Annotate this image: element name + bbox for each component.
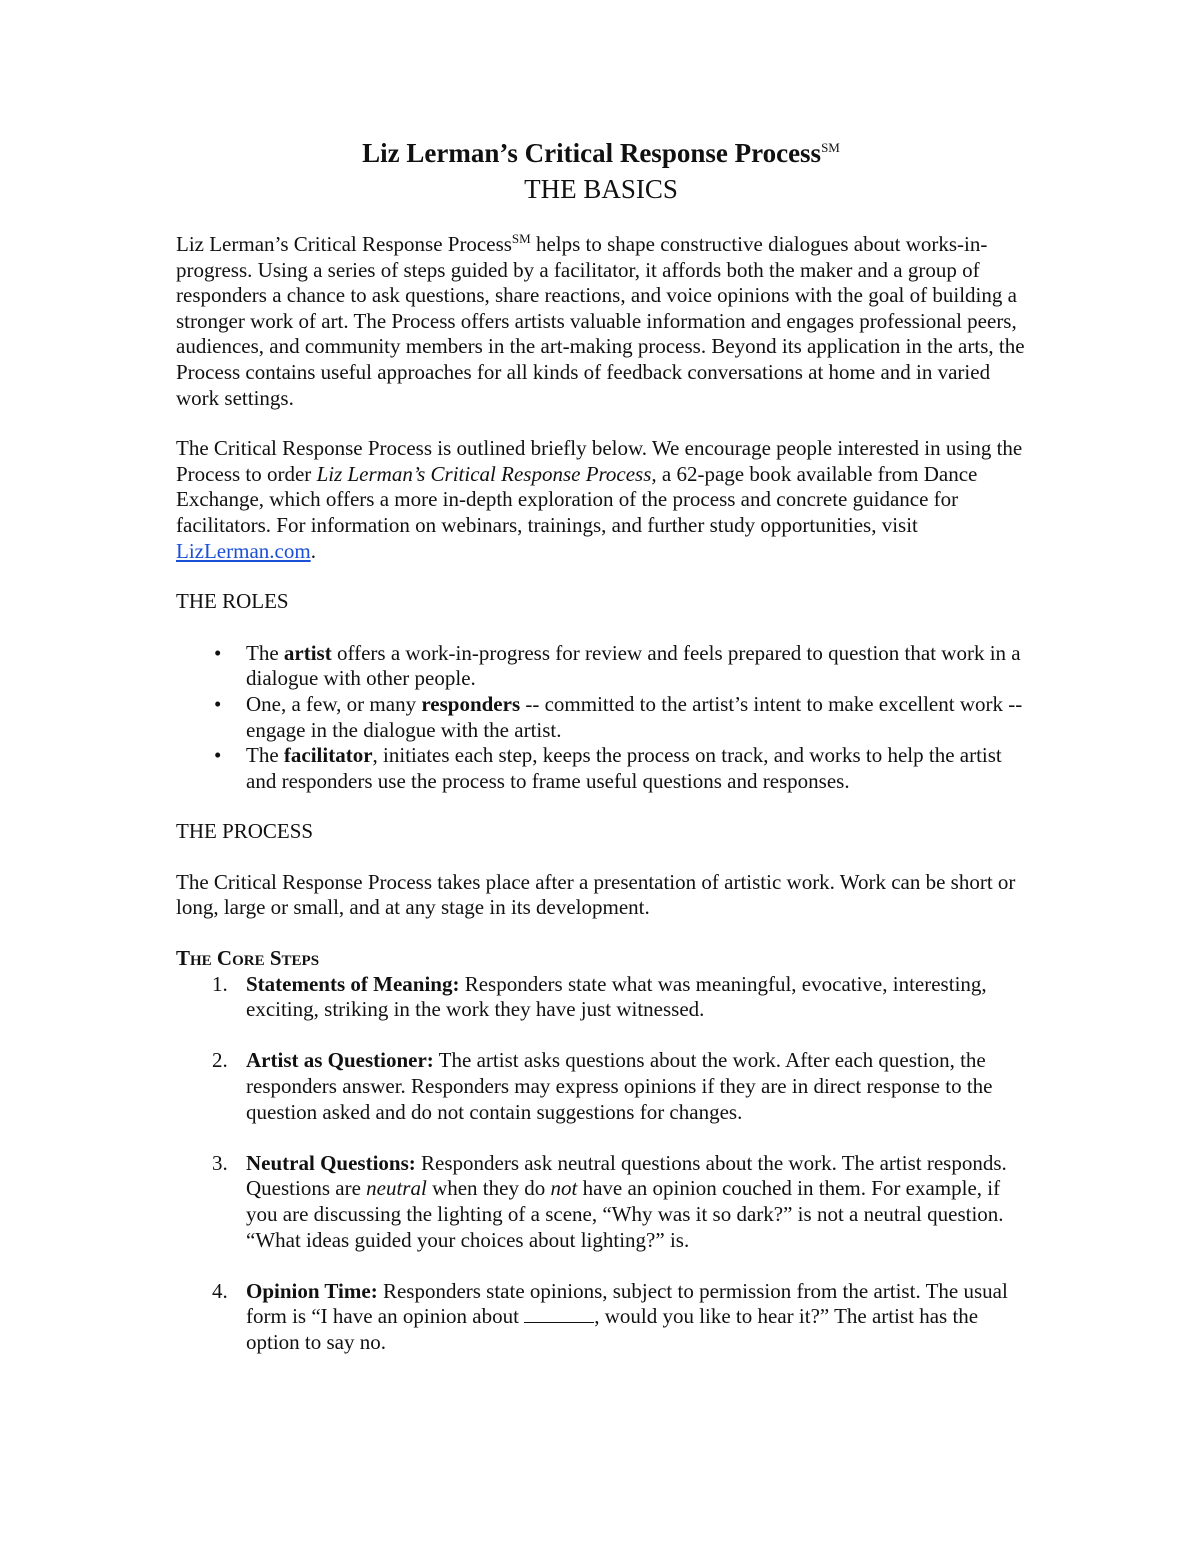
- intro-paragraph: [176, 232, 1026, 411]
- outline-paragraph: [176, 436, 1026, 564]
- emphasis: neutral: [366, 1176, 427, 1201]
- list-item: 4. Opinion Time: Responders state opinions, subject to permission from the artist. The usual form is “I have an opinion about , would you like to hear it?” The artist has the option to say no.: [212, 1278, 1008, 1354]
- role-name: facilitator: [283, 743, 373, 768]
- document-title: [176, 130, 1026, 171]
- emphasis: not: [550, 1176, 578, 1201]
- fill-in-blank: [524, 1304, 594, 1323]
- document-title-text: Liz Lerman’s Critical Response Process: [362, 138, 822, 168]
- step-number: 3.: [212, 1150, 228, 1175]
- list-item: • The artist offers a work-in-progress for review and feels prepared to question that work in a dialogue with other people.: [214, 640, 1021, 691]
- document-page: [176, 130, 1026, 1356]
- outline-after: a 62-page book available from Dance Exchange, which offers a more in-depth exploration of the process and concrete guidance for facilitators. For information on webinars, trainings, and further study opportunities, visit: [176, 461, 978, 537]
- step-label: Opinion Time:: [246, 1278, 378, 1303]
- bullet-icon: •: [214, 691, 222, 716]
- list-item: • The facilitator, initiates each step, keeps the process on track, and works to help the artist and responders use the process to frame useful questions and responses.: [214, 743, 1002, 793]
- process-paragraph: The Critical Response Process takes place after a presentation of artistic work. Work can be short or long, large or small, and at any stage in its development.: [176, 869, 1016, 920]
- bullet-icon: •: [214, 743, 222, 768]
- intro-lead: Liz Lerman’s Critical Response Process: [176, 232, 512, 256]
- core-steps-list: [176, 972, 1026, 1356]
- list-item: 1. Statements of Meaning: Responders state what was meaningful, evocative, interesting, exciting, striking in the work they have just witnessed.: [212, 971, 987, 1022]
- service-mark: SM: [821, 140, 840, 155]
- step-label: Neutral Questions:: [246, 1150, 416, 1175]
- lizlerman-link[interactable]: LizLerman.com: [176, 538, 311, 563]
- outline-before: The Critical Response Process is outlined briefly below. We encourage people interested in using the Process to order: [176, 436, 1023, 486]
- role-name: artist: [283, 640, 332, 665]
- list-item: 2. Artist as Questioner: The artist asks questions about the work. After each question, the responders answer. Responders may express opinions if they are in direct response to the question asked and do not contain suggestions for changes.: [212, 1048, 993, 1124]
- step-label: Artist as Questioner:: [246, 1048, 434, 1073]
- intro-service-mark: SM: [511, 231, 531, 246]
- title-block: [176, 130, 1026, 207]
- list-item: • One, a few, or many responders -- committed to the artist’s intent to make excellent work -- engage in the dialogue with the artist.: [214, 691, 1023, 742]
- core-steps-heading: The Core Steps: [176, 946, 320, 971]
- roles-list: [176, 641, 1026, 795]
- step-number: 4.: [212, 1278, 228, 1303]
- step-label: Statements of Meaning:: [246, 971, 460, 996]
- roles-heading: THE ROLES: [176, 589, 289, 614]
- document-subtitle: THE BASICS: [524, 174, 678, 204]
- list-item: 3. Neutral Questions: Responders ask neutral questions about the work. The artist responds. Questions are neutral when they do not have an opinion couched in them. For example, if you are discussing the lighting of a scene, “Why was it so dark?” is not a neutral question. “What ideas guided your choices about lighting?” is.: [212, 1150, 1007, 1252]
- book-title: Liz Lerman’s Critical Response Process,: [316, 461, 657, 486]
- intro-body: helps to shape constructive dialogues about works-in-progress. Using a series of steps guided by a facilitator, it affords both the maker and a group of responders a chance to ask questions, share reactions, and voice opinions with the goal of building a stronger work of art. The Process offers artists valuable information and engages professional peers, audiences, and community members in the art-making process. Beyond its application in the arts, the Process contains useful approaches for all kinds of feedback conversations at home and in varied work settings.: [176, 232, 1025, 410]
- bullet-icon: •: [214, 640, 222, 665]
- role-name: responders: [421, 691, 521, 716]
- outline-end: .: [310, 538, 316, 563]
- step-number: 2.: [212, 1048, 228, 1073]
- step-number: 1.: [212, 971, 228, 996]
- process-heading: THE PROCESS: [176, 819, 314, 844]
